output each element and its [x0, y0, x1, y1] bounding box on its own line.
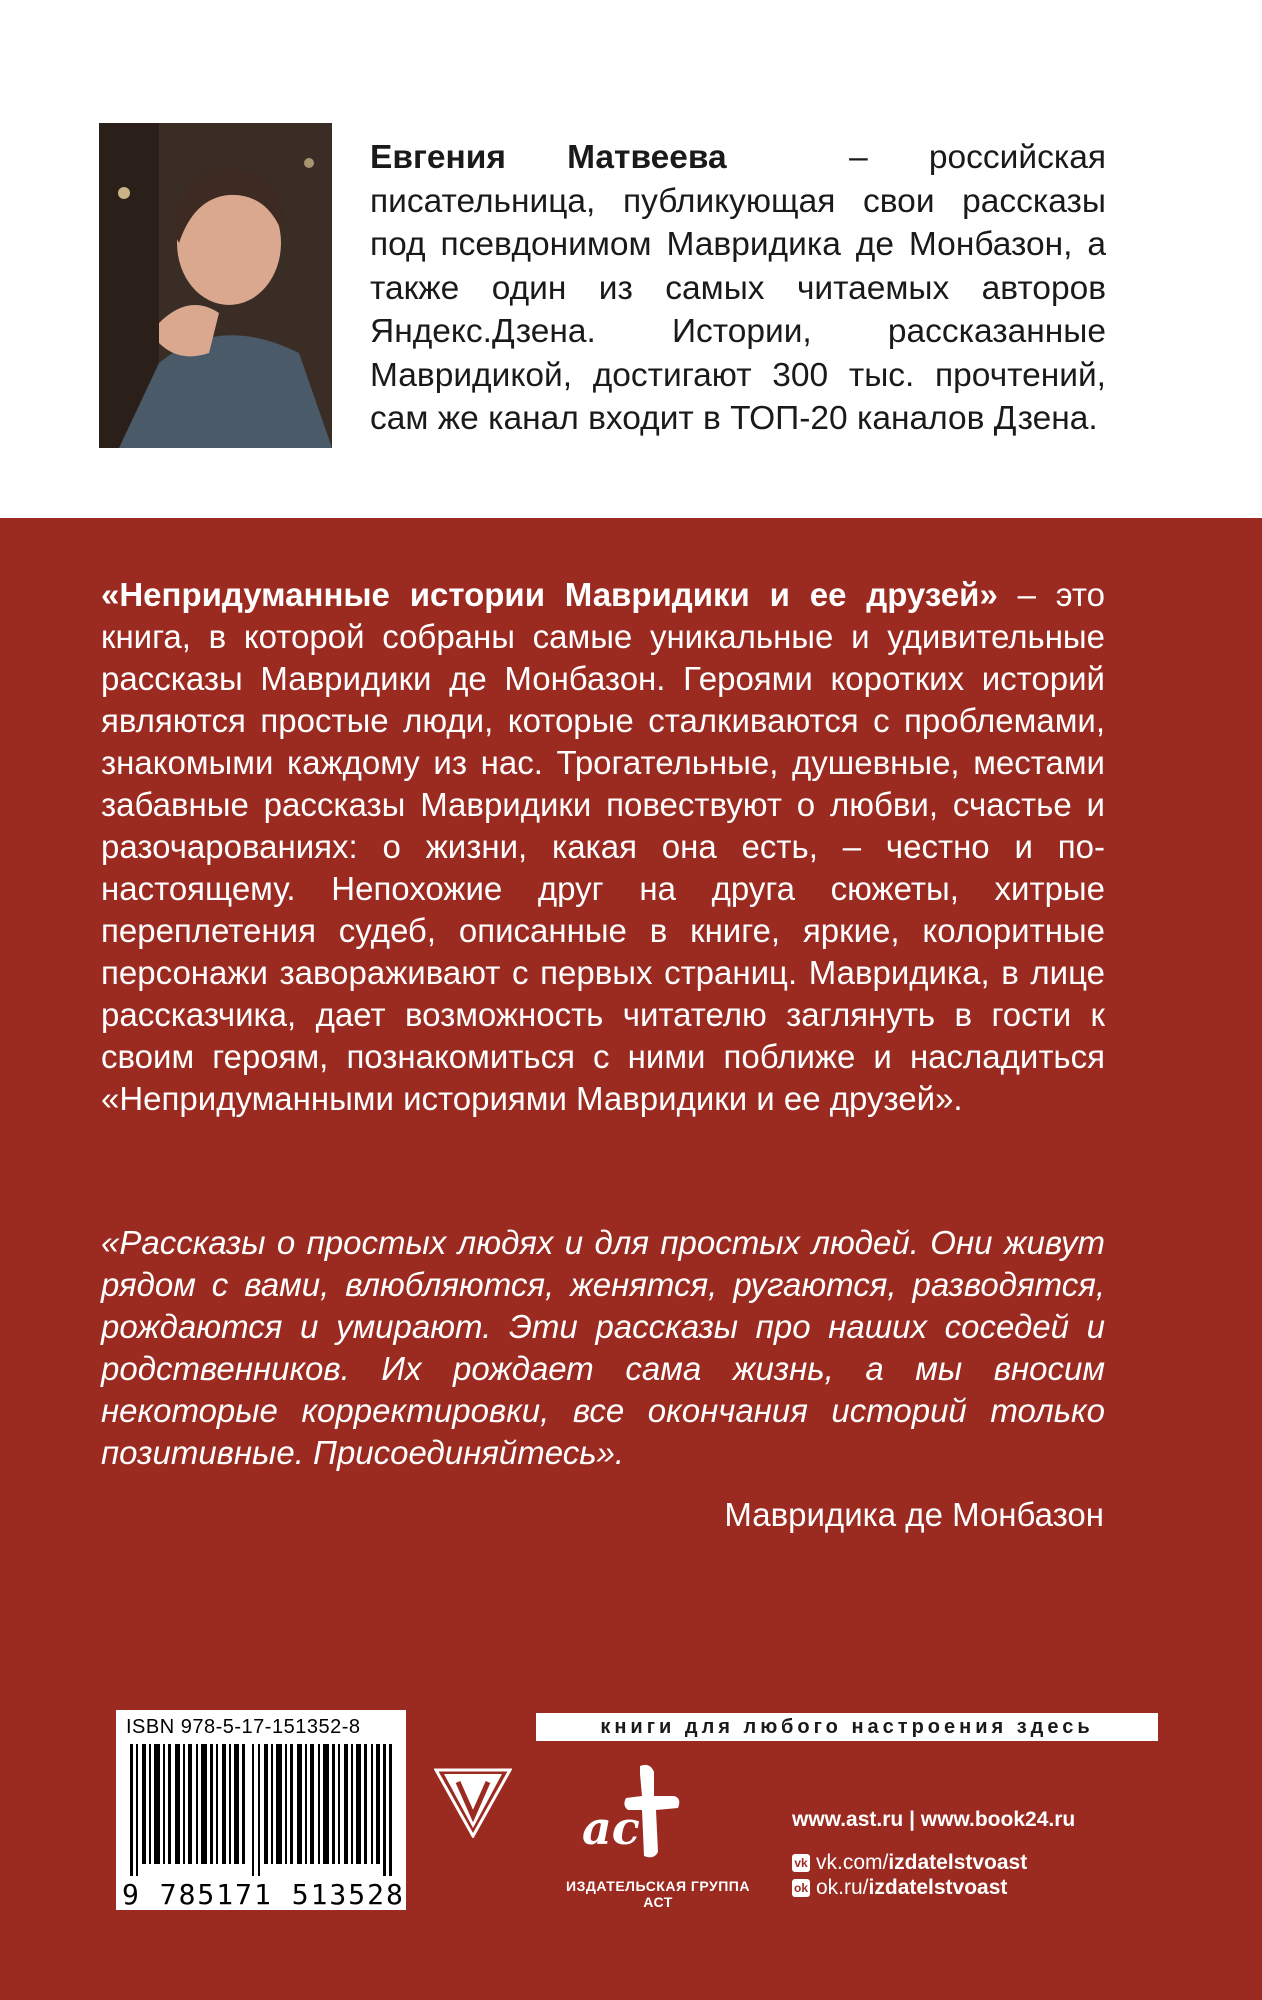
svg-text:ac: ac — [582, 1801, 640, 1855]
website-links[interactable]: www.ast.ru | www.book24.ru — [792, 1808, 1076, 1831]
author-bio — [370, 136, 1106, 441]
ok-icon: ok — [793, 1881, 808, 1895]
age-rating-icon — [434, 1766, 512, 1838]
author-section — [0, 0, 1262, 518]
author-photo — [99, 123, 332, 448]
isbn-barcode — [116, 1710, 406, 1910]
vk-prefix: vk.com/ — [816, 1851, 889, 1874]
book-description-text: – это книга, в которой собраны самые уникальные и удивительные рассказы Мавридики де Монбазон. Героями коротких историй являются простые люди, которые сталкиваются с проблемами, знакомыми каждому из нас. Трогательные, душевные, местами забавные рассказы Мавридики повествуют о любви, счастье и разочарованиях: о жизни, какая она есть, – честно и по-настоящему. Непохожие друг на друга сюжеты, хитрые переплетения судеб, описанные в книге, яркие, колоритные персонажи завораживают с первых страниц. Мавридика, в лице рассказчика, дает возможность читателю заглянуть в гости к своим героям, познакомиться с ними поближе и насладиться «Непридуманными историями Мавридики и ее друзей». — [101, 576, 1106, 1117]
ok-prefix: ok.ru/ — [816, 1876, 869, 1899]
author-bio-text: – российская писательница, публикующая свои рассказы под псевдонимом Мавридика де Монбазон, а также один из самых читаемых авторов Яндекс.Дзена. Истории, рассказанные Мавридикой, достигают 300 тыс. прочтений, сам же канал входит в ТОП-20 каналов Дзена. — [370, 139, 1106, 437]
book-description — [101, 574, 1105, 1120]
publisher-caption: ИЗДАТЕЛЬСКАЯ ГРУППА АСТ — [566, 1878, 750, 1910]
vk-icon: vk — [792, 1854, 810, 1872]
ast-publisher-logo-icon — [578, 1756, 688, 1866]
author-portrait-image — [99, 123, 332, 448]
vk-link[interactable] — [792, 1851, 1027, 1875]
ok-link[interactable] — [792, 1876, 1007, 1900]
isbn-label: ISBN 978-5-17-151352-8 — [126, 1716, 361, 1738]
ok-handle: izdatelstvoast — [868, 1876, 1008, 1899]
slogan-bar: книги для любого настроения здесь — [536, 1713, 1158, 1741]
author-name: Евгения Матвеева — [370, 139, 727, 176]
quote-signature: Мавридика де Монбазон — [724, 1496, 1104, 1533]
book-title: «Непридуманные истории Мавридики и ее друзей» — [101, 576, 998, 613]
barcode-digits: 9 785171 513528 — [122, 1878, 405, 1911]
author-quote: «Рассказы о простых людях и для простых людей. Они живут рядом с вами, влюбляются, женятся, ругаются, разводятся, рождаются и умирают. Эти рассказы про наших соседей и родственников. Их рождает сама жизнь, а мы вносим некоторые корректировки, все окончания историй только позитивные. Присоединяйтесь». — [101, 1224, 1105, 1471]
vk-handle: izdatelstvoast — [888, 1851, 1028, 1874]
barcode-bars — [130, 1744, 392, 1876]
